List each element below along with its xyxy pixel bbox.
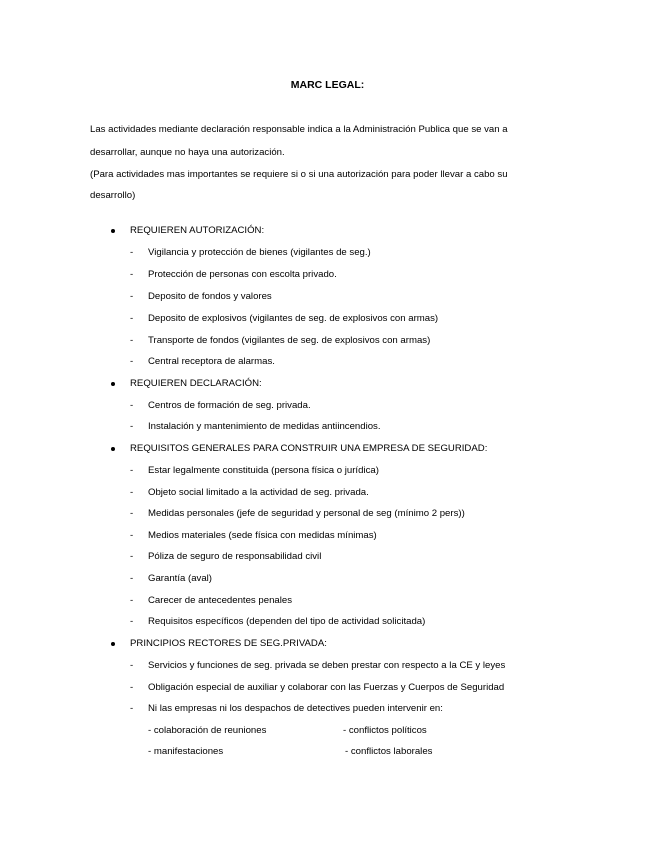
list-item: Póliza de seguro de responsabilidad civil	[148, 551, 322, 562]
dash-icon: -	[130, 313, 134, 324]
dash-icon: -	[130, 487, 134, 498]
bullet-icon	[111, 229, 115, 233]
dash-icon: -	[130, 335, 134, 346]
intro-line-2: desarrollar, aunque no haya una autorización.	[90, 147, 285, 158]
list-item: Ni las empresas ni los despachos de detectives pueden intervenir en:	[148, 703, 443, 714]
dash-icon: -	[130, 508, 134, 519]
list-item: Protección de personas con escolta privado.	[148, 269, 337, 280]
dash-icon: -	[130, 660, 134, 671]
list-item: Transporte de fondos (vigilantes de seg. de explosivos con armas)	[148, 335, 431, 346]
list-item: Centros de formación de seg. privada.	[148, 400, 311, 411]
dash-icon: -	[130, 595, 134, 606]
dash-icon: -	[130, 421, 134, 432]
list-item: Servicios y funciones de seg. privada se deben prestar con respecto a la CE y leyes	[148, 660, 506, 671]
sublist-item: - conflictos laborales	[345, 746, 433, 757]
section-heading: REQUISITOS GENERALES PARA CONSTRUIR UNA EMPRESA DE SEGURIDAD:	[130, 443, 488, 454]
dash-icon: -	[130, 465, 134, 476]
list-item: Instalación y mantenimiento de medidas antiincendios.	[148, 421, 381, 432]
dash-icon: -	[130, 682, 134, 693]
list-item: Obligación especial de auxiliar y colaborar con las Fuerzas y Cuerpos de Seguridad	[148, 682, 505, 693]
list-item: Central receptora de alarmas.	[148, 356, 275, 367]
list-item: Garantía (aval)	[148, 573, 212, 584]
section-heading: REQUIEREN DECLARACIÓN:	[130, 378, 262, 389]
bullet-icon	[111, 642, 115, 646]
sublist-item: - conflictos políticos	[343, 725, 427, 736]
list-item: Deposito de fondos y valores	[148, 291, 272, 302]
intro-line-4: desarrollo)	[90, 190, 136, 201]
list-item: Requisitos específicos (dependen del tipo de actividad solicitada)	[148, 616, 426, 627]
list-item: Estar legalmente constituida (persona física o jurídica)	[148, 465, 379, 476]
list-item: Objeto social limitado a la actividad de seg. privada.	[148, 487, 369, 498]
bullet-icon	[111, 382, 115, 386]
dash-icon: -	[130, 551, 134, 562]
intro-line-3: (Para actividades mas importantes se requiere si o si una autorización para poder llevar a cabo su	[90, 169, 508, 180]
page-title: MARC LEGAL:	[290, 79, 365, 91]
intro-line-1: Las actividades mediante declaración responsable indica a la Administración Publica que se van a	[90, 124, 508, 135]
sublist-item: - colaboración de reuniones	[148, 725, 267, 736]
list-item: Medios materiales (sede física con medidas mínimas)	[148, 530, 377, 541]
list-item: Deposito de explosivos (vigilantes de seg. de explosivos con armas)	[148, 313, 439, 324]
dash-icon: -	[130, 269, 134, 280]
dash-icon: -	[130, 616, 134, 627]
section-heading: REQUIEREN AUTORIZACIÓN:	[130, 225, 265, 236]
dash-icon: -	[130, 573, 134, 584]
section-heading: PRINCIPIOS RECTORES DE SEG.PRIVADA:	[130, 638, 327, 649]
dash-icon: -	[130, 530, 134, 541]
list-item: Vigilancia y protección de bienes (vigilantes de seg.)	[148, 247, 371, 258]
dash-icon: -	[130, 703, 134, 714]
dash-icon: -	[130, 247, 134, 258]
sublist-item: - manifestaciones	[148, 746, 224, 757]
dash-icon: -	[130, 291, 134, 302]
list-item: Carecer de antecedentes penales	[148, 595, 293, 606]
dash-icon: -	[130, 356, 134, 367]
list-item: Medidas personales (jefe de seguridad y personal de seg (mínimo 2 pers))	[148, 508, 465, 519]
dash-icon: -	[130, 400, 134, 411]
bullet-icon	[111, 447, 115, 451]
